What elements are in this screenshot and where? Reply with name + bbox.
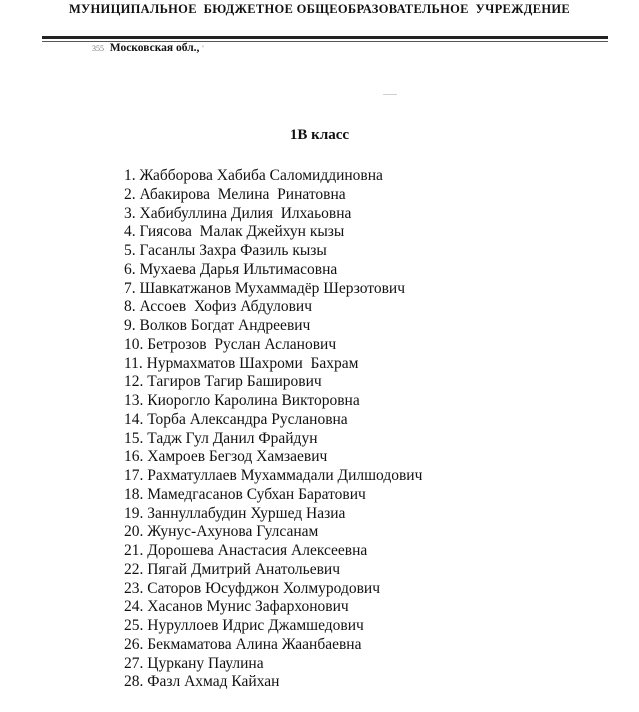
student-list-item: 20. Жунус-Ахунова Гулсанам	[124, 523, 319, 541]
student-list-item: 27. Цуркану Паулина	[124, 654, 264, 672]
student-list-item: 24. Хасанов Мунис Зафархонович	[124, 598, 349, 616]
student-list-item: 3. Хабибуллина Дилия Илхаьовна	[124, 204, 352, 222]
student-list-item: 12. Тагиров Тагир Баширович	[124, 373, 322, 391]
address-prefix: 355	[92, 44, 104, 53]
address-text: Московская обл.,	[109, 42, 200, 54]
header-rule	[42, 36, 608, 39]
student-list-item: 17. Рахматуллаев Мухаммадали Дилшодович	[124, 467, 423, 484]
student-list-item: 15. Тадж Гул Данил Фрайдун	[124, 429, 318, 447]
student-list-item: 25. Нуруллоев Идрис Джамшедович	[124, 617, 364, 634]
address-line	[92, 42, 204, 54]
student-list-item: 21. Дорошева Анастасия Алексеевна	[124, 542, 368, 559]
student-list-item: 22. Пягай Дмитрий Анатольевич	[124, 560, 341, 578]
student-list-item: 11. Нурмахматов Шахроми Бахрам	[124, 354, 359, 372]
student-list-item: 23. Саторов Юсуфджон Холмуродович	[124, 579, 380, 597]
address-suffix: '	[202, 44, 204, 53]
student-list-item: 18. Мамедгасанов Субхан Баратович	[124, 485, 366, 503]
student-list-item: 9. Волков Богдат Андреевич	[124, 317, 311, 334]
student-list-item: 1. Жабборова Хабиба Саломиддиновна	[124, 167, 383, 184]
institution-header: МУНИЦИПАЛЬНОЕ БЮДЖЕТНОЕ ОБЩЕОБРАЗОВАТЕЛЬНОЕ УЧРЕЖДЕНИЕ	[68, 2, 571, 16]
student-list-item: 14. Торба Александра Руслановна	[124, 410, 348, 428]
student-list-item: 7. Шавкатжанов Мухаммадёр Шерзотович	[124, 279, 406, 297]
student-list-item: 5. Гасанлы Захра Фазиль кызы	[124, 242, 327, 259]
scan-artifact	[383, 94, 397, 95]
student-list-item: 13. Киорогло Каролина Викторовна	[124, 392, 360, 409]
student-list-item: 2. Абакирова Мелина Ринатовна	[124, 185, 346, 203]
class-title: 1В класс	[289, 127, 350, 143]
student-list-item: 19. Заннуллабудин Хуршед Назиа	[124, 504, 346, 522]
student-list-item: 8. Ассоев Хофиз Абдулович	[124, 298, 313, 316]
student-list-item: 16. Хамроев Бегзод Хамзаевич	[124, 448, 328, 466]
student-list-item: 10. Бетрозов Руслан Асланович	[124, 335, 337, 353]
student-list-item: 6. Мухаева Дарья Ильтимасовна	[124, 260, 338, 278]
student-list-item: 4. Гиясова Малак Джейхун кызы	[124, 223, 345, 241]
student-list	[124, 167, 422, 692]
student-list-item: 28. Фазл Ахмад Кайхан	[124, 673, 280, 691]
student-list-item: 26. Бекмаматова Алина Жаанбаевна	[124, 635, 362, 653]
